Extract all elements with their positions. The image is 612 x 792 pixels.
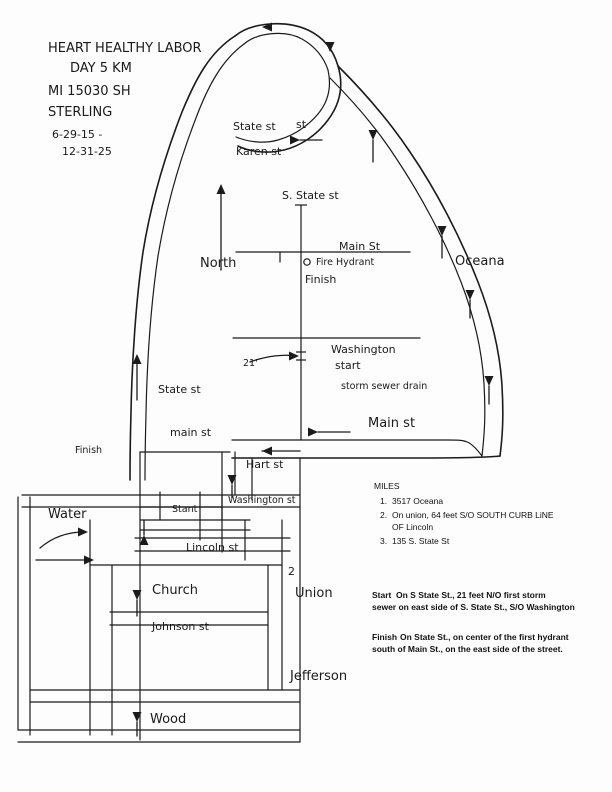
label-finish-upper: Finish (305, 273, 337, 286)
label-hart-st: Hart st (246, 458, 284, 471)
label-main-st-upper: Main St (339, 240, 381, 253)
title-line-4: STERLING (48, 105, 113, 120)
label-stant: Stant (172, 504, 198, 515)
label-storm-sewer-drain: storm sewer drain (341, 381, 428, 392)
legend-item-1-num: 1. (380, 496, 388, 506)
legend-start-note-line-1: On S State St., 21 feet N/O first storm (396, 590, 546, 600)
legend-item-2-cont: OF Lincoln (392, 522, 434, 532)
label-s-state-st: S. State st (282, 189, 339, 202)
map-labels-lower (48, 445, 347, 727)
legend-item-2-num: 2. (380, 510, 388, 520)
legend-start-label: Start (372, 590, 392, 600)
legend-item-2-text: On union, 64 feet S/O SOUTH CURB LiNE (392, 510, 554, 520)
label-karen-st: Karen st (236, 145, 282, 158)
label-union: Union (295, 586, 333, 601)
title-line-1: HEART HEALTHY LABOR (48, 41, 202, 56)
label-church: Church (152, 583, 199, 598)
legend-item-1-text: 3517 Oceana (392, 496, 444, 506)
label-washington-st: Washington st (228, 495, 296, 506)
map-labels-upper (158, 118, 505, 439)
label-fire-hydrant: Fire Hydrant (316, 257, 375, 268)
label-main-st-left: main st (170, 426, 212, 439)
label-wood: Wood (150, 712, 187, 727)
legend-finish-note-line-1: On State St., on center of the first hydrant (400, 632, 569, 642)
label-dim-21: 21' (243, 358, 258, 369)
label-north: North (200, 256, 237, 271)
label-jefferson: Jefferson (290, 669, 348, 684)
label-finish-left: Finish (75, 445, 103, 456)
label-water: Water (48, 507, 87, 522)
label-state-st-top: State st (233, 120, 276, 133)
label-lincoln-st: Lincoln st (186, 541, 239, 554)
label-union-mile-marker: 2 (288, 565, 295, 578)
label-st-small: st (296, 118, 307, 131)
label-state-st-left: State st (158, 383, 201, 396)
label-main-st-right: Main st (368, 416, 416, 431)
title-line-5: 6-29-15 - (52, 128, 103, 141)
interior-streets-upper (233, 205, 420, 440)
label-washington: Washington (331, 343, 396, 356)
legend-heading: MILES (374, 481, 400, 491)
title-line-3: MI 15030 SH (48, 84, 131, 99)
legend-finish-label: Finish (372, 632, 398, 642)
legend-start-note-line-2: sewer on east side of S. State St., S/O Washington (372, 602, 575, 612)
legend-block (372, 481, 575, 654)
label-oceana: Oceana (455, 254, 505, 269)
label-start: start (335, 359, 361, 372)
legend-finish-note-line-2: south of Main St., on the east side of the street. (372, 644, 563, 654)
legend-item-3-text: 135 S. State St (392, 536, 450, 546)
title-line-2: DAY 5 KM (70, 61, 132, 76)
label-johnson-st: Johnson st (152, 620, 209, 633)
fire-hydrant-symbol (304, 259, 310, 265)
title-line-6: 12-31-25 (62, 145, 112, 158)
title-block (48, 41, 202, 158)
legend-item-3-num: 3. (380, 536, 388, 546)
